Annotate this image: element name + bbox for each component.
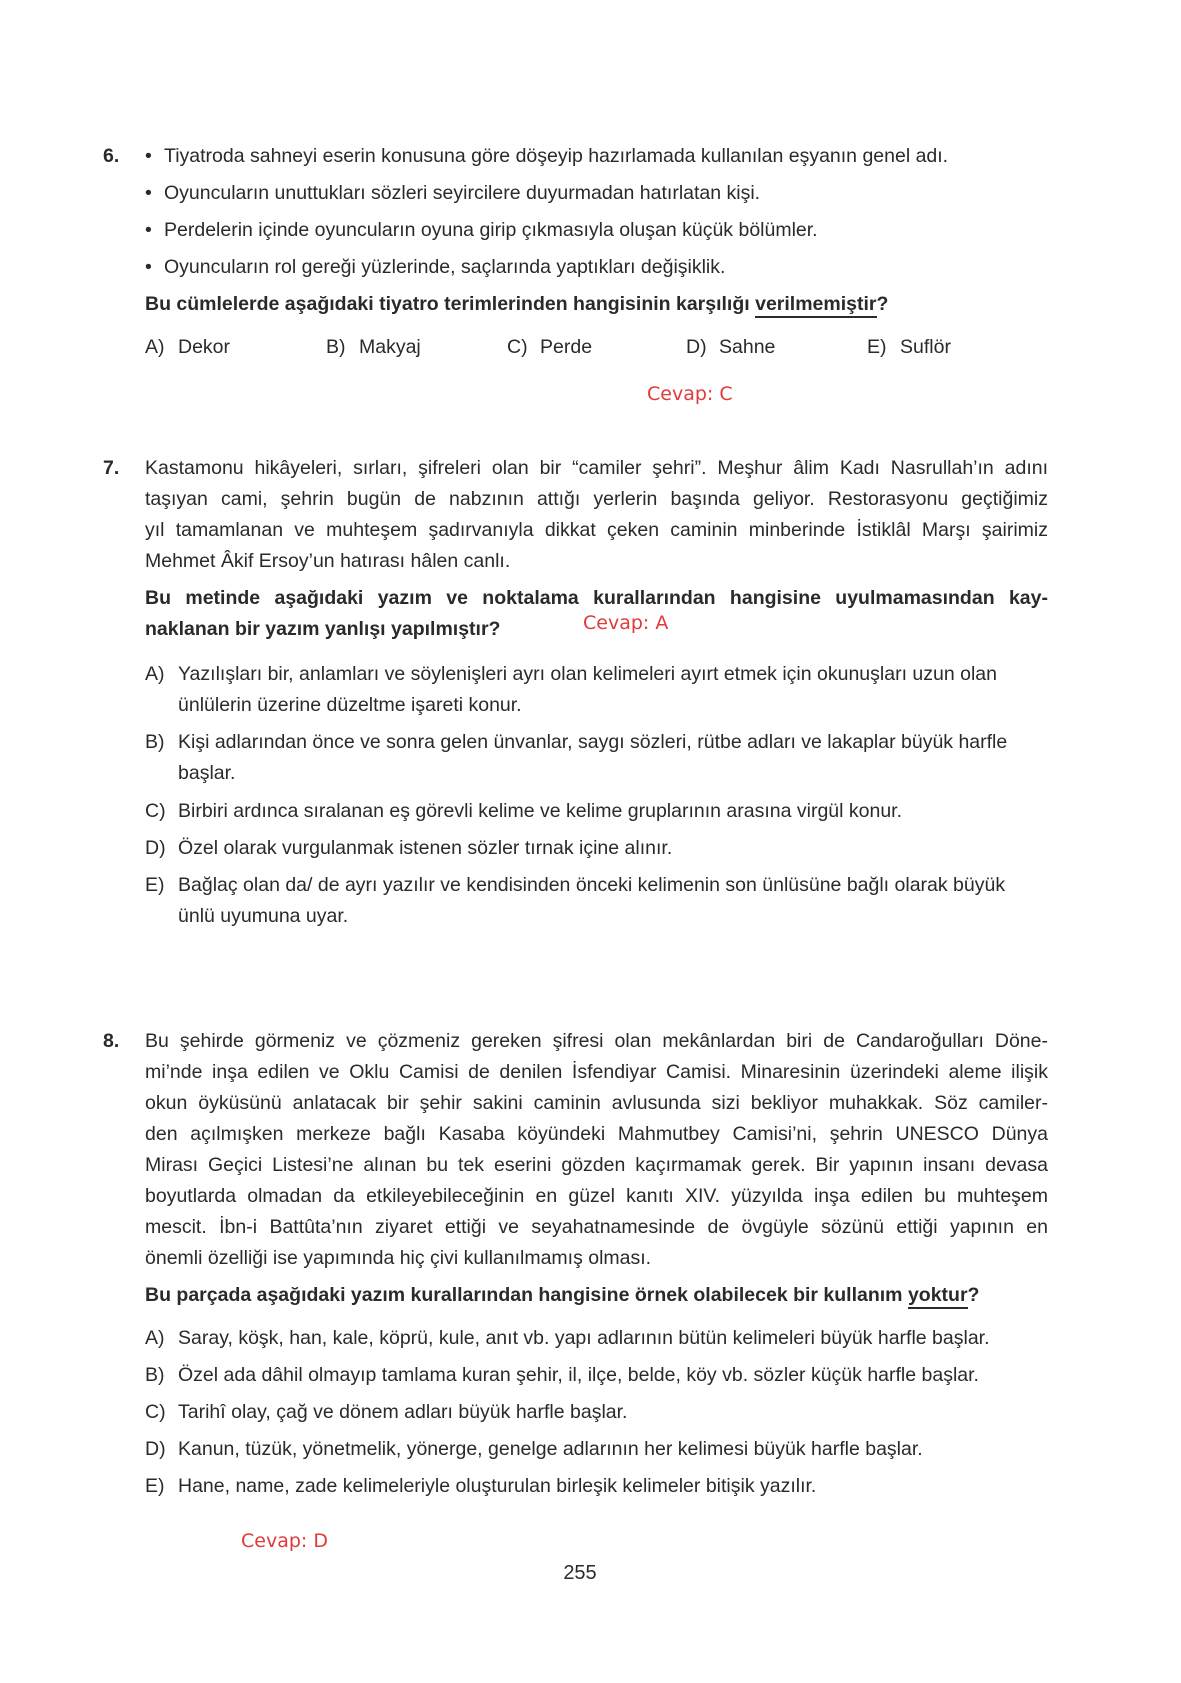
bullet-icon: • [145, 182, 152, 204]
q6-bullet-1: • Tiyatroda sahneyi eserin konusuna göre döşeyip hazırlamada kullanılan eşyanın genel adı. [145, 145, 949, 167]
q8-option-c: C) Tarihî olay, çağ ve dönem adları büyük harfle başlar. [145, 1401, 628, 1423]
q7-answer: Cevap: A [583, 612, 669, 634]
q7-option-d: D) Özel olarak vurgulanmak istenen sözler tırnak içine alınır. [145, 837, 673, 859]
q7-option-b: B) Kişi adlarından önce ve sonra gelen ünvanlar, saygı sözleri, rütbe adları ve lakaplar büyük harfle [145, 731, 1008, 753]
question-6-number: 6. [103, 145, 120, 167]
q8-passage-line: mi’nde inşa edilen ve Oklu Camisi de denilen İsfendiyar Camisi. Minaresinin üzerindeki aleme ilişik [145, 1061, 1048, 1083]
q6-option-e: E) Suflör [867, 336, 951, 358]
question-7-number: 7. [103, 457, 120, 479]
q6-answer: Cevap: C [647, 383, 733, 405]
q7-passage-line: Mehmet Âkif Ersoy’un hatırası hâlen canlı. [145, 550, 511, 572]
q8-passage-line: mescit. İbn-i Battûta’nın ziyaret ettiği ve seyahatnamesinde de övgüyle sözünü ettiği yapının en [145, 1216, 1048, 1238]
q8-question-keyword: yoktur [908, 1284, 968, 1309]
q7-question-line: naklanan bir yazım yanlışı yapılmıştır? [145, 618, 501, 640]
q7-passage-line: taşıyan cami, şehrin bugün de nabzının attığı yerlerin başında geliyor. Restorasyonu geçtiğimiz [145, 488, 1048, 510]
q7-option-c: C) Birbiri ardınca sıralanan eş görevli kelime ve kelime gruplarının arasına virgül konur. [145, 800, 903, 822]
q8-passage-line: okun öyküsünü anlatacak bir şehir sakini caminin avlusunda sizi bekliyor muhakkak. Söz camiler- [145, 1092, 1048, 1114]
q8-passage-line: Mirası Geçici Listesi’ne alınan bu tek eserini gözden kaçırmamak gerek. Bir yapının insanı devasa [145, 1154, 1048, 1176]
q8-option-d: D) Kanun, tüzük, yönetmelik, yönerge, genelge adlarının her kelimesi büyük harfle başlar. [145, 1438, 923, 1460]
q6-option-c: C) Perde [507, 336, 593, 358]
page-number: 255 [563, 1562, 597, 1584]
q8-option-b: B) Özel ada dâhil olmayıp tamlama kuran şehir, il, ilçe, belde, köy vb. sözler küçük harfle başlar. [145, 1364, 979, 1386]
q8-passage-line: önemli özelliği ise yapımında hiç çivi kullanılmamış olması. [145, 1247, 652, 1269]
q8-answer: Cevap: D [241, 1530, 328, 1552]
q8-passage-line: boyutlarda olmadan da etkileyebileceğinin en güzel kanıtı XIV. yüzyılda inşa edilen bu muhteşem [145, 1185, 1048, 1207]
q7-passage-line: yıl tamamlanan ve muhteşem şadırvanıyla dikkat çeken caminin minberinde İstiklâl Marşı şairimiz [145, 519, 1048, 541]
q6-option-a: A) Dekor [145, 336, 231, 358]
q6-option-b: B) Makyaj [326, 336, 421, 358]
q6-option-d: D) Sahne [686, 336, 776, 358]
q8-passage-line: Bu şehirde görmeniz ve çözmeniz gereken şifresi olan mekânlardan biri de Candaroğulları Döne- [145, 1030, 1048, 1052]
question-8-number: 8. [103, 1030, 120, 1052]
q7-option-e-cont: ünlü uyumuna uyar. [178, 905, 349, 927]
q8-option-e: E) Hane, name, zade kelimeleriyle oluşturulan birleşik kelimeler bitişik yazılır. [145, 1475, 817, 1497]
q7-passage-line: Kastamonu hikâyeleri, sırları, şifreleri olan bir “camiler şehri”. Meşhur âlim Kadı Nasrullah’ın adını [145, 457, 1048, 479]
q6-question: Bu cümlelerde aşağıdaki tiyatro terimlerinden hangisinin karşılığı verilmemiştir? [145, 293, 888, 316]
q6-bullet-3: • Perdelerin içinde oyuncuların oyuna girip çıkmasıyla oluşan küçük bölümler. [145, 219, 818, 241]
q6-bullet-4: • Oyuncuların rol gereği yüzlerinde, saçlarında yaptıkları değişiklik. [145, 256, 726, 278]
q7-question-line: Bu metinde aşağıdaki yazım ve noktalama kurallarından hangisine uyulmamasından kay- [145, 587, 1048, 609]
q7-option-e: E) Bağlaç olan da/ de ayrı yazılır ve kendisinden önceki kelimenin son ünlüsüne bağlı olarak büyük [145, 874, 1006, 896]
q7-option-a-cont: ünlülerin üzerine düzeltme işareti konur. [178, 694, 522, 716]
bullet-icon: • [145, 219, 152, 241]
bullet-icon: • [145, 145, 152, 167]
q6-question-keyword: verilmemiştir [755, 293, 876, 318]
bullet-icon: • [145, 256, 152, 278]
q7-option-a: A) Yazılışları bir, anlamları ve söylenişleri ayrı olan kelimeleri ayırt etmek için okunuşları uzun olan [145, 663, 997, 685]
q8-option-a: A) Saray, köşk, han, kale, köprü, kule, anıt vb. yapı adlarının bütün kelimeleri büyük harfle başlar. [145, 1327, 990, 1349]
q8-question: Bu parçada aşağıdaki yazım kurallarından hangisine örnek olabilecek bir kullanım yoktur? [145, 1284, 979, 1307]
q8-passage-line: den açılmışken merkeze bağlı Kasaba köyündeki Mahmutbey Camisi’ni, şehrin UNESCO Dünya [145, 1123, 1048, 1145]
q7-option-b-cont: başlar. [178, 762, 236, 784]
q6-bullet-2: • Oyuncuların unuttukları sözleri seyircilere duyurmadan hatırlatan kişi. [145, 182, 761, 204]
